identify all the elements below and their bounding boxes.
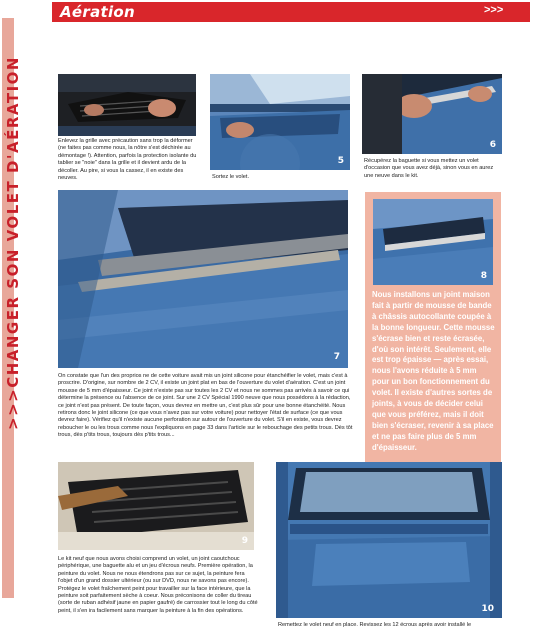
caption-silicone-joint: On constate que l'un des proprios ne de cette voiture avait mis un joint silicone pour étanchéifier le volet, mais c'est à proscrire. D'origine, sur nombre de 2 CV, il existe un joint plat en bas de l'ouverture du volet d'aération. C'est un joint mousse de 5 mm d'épaisseur. Ce joint n'existe pas sur toutes les 2 CV et nous ne sommes pas arrivés à savoir ce qui détermine la présence ou l'absence de ce joint. Sur une 2 CV Spécial 1990 neuve que nous possédons à la rédaction, ce joint n'est pas présent. De toute façon, vous devrez en mettre un, c'est plus sûr pour une bonne étanchéité. Nous retirons donc le joint silicone (ce que vous n'avez pas sur votre voiture) pour nettoyer l'état de surface (ce que vous devrez faire). Vérifiez qu'il n'existe aucune perforation sur autour de l'ouverture du volet. S'il en existe, vous devrez reboucher le ou les trous comme nous l'expliquons en page 33 dans l'article sur le rebouchage des petits trous. Dès tôt trous, dès p'tits trous, toujours dès p'tits trous... [58,373,353,439]
photo-number-10: 10 [481,604,494,614]
photo-silicone-joint [58,190,348,368]
caption-new-kit: Le kit neuf que nous avons choisi comprend un volet, un joint caoutchouc périphérique, une baguette alu et un jeu d'écrous neufs. Première opération, la peinture du volet. Nous ne nous étendrons pas sur ce sujet, la peinture fera l'objet d'un grand dossier ultérieur (ou sur DVD, nous ne savons pas encore). Protégez le volet fraîchement peint pour travailler sur la face intérieure, que la peinture soit parfaitement sèche à coeur. Nous préconisons de coller du tireau (sorte de ruban adhésif jaune en papier gaufré) de carrossier tout le long du côté peint, il s'en ira facilement sans marquer la peinture à la fin des opérations. [58,556,258,614]
photo-number-9: 9 [241,536,248,546]
photo-shutter-refitted [276,462,502,618]
photo-foam-joint [373,199,493,285]
photo-new-shutter [58,462,254,550]
photo-number-8: 8 [480,271,487,281]
photo-number-7: 7 [333,352,340,362]
photo-baguette [362,74,502,154]
side-title [0,30,26,430]
header-arrows: >>> [484,4,504,16]
photo-number-5: 5 [337,156,344,166]
pink-box-text: Nous installons un joint maison fait à partir de mousse de bande à châssis autocollante coupée à la bonne longueur. Cette mousse s'écrase bien et reste écrasée, d'où son intérêt. Seulement, elle est trop épaisse — après essai, nous l'avons réduite à 5 mm pour un bon fonctionnement du volet. Il existe d'autres sortes de joints, à vous de décider celui que vous préférez, mais il doit bien s'écraser, revenir à sa place et ne pas faire plus de 5 mm d'épaisseur. [372,290,495,452]
page-title: Aération [60,3,135,21]
caption-remove-shutter: Sortez le volet. [212,174,249,180]
side-title-text: >>>CHANGER SON VOLET D'AÉRATION [4,56,22,430]
caption-baguette: Récupérez la baguette si vous mettez un volet d'occasion que vous avez déjà, sinon vous en aurez une neuve dans le kit. [364,158,494,179]
photo-remove-shutter [210,74,350,170]
caption-refitted: Remettez le volet neuf en place. Revissez les 12 écrous après avoir installé le [278,622,472,628]
caption-grille: Enlevez la grille avec précaution sans trop la déformer (ne faites pas comme nous, la nôtre s'est déchirée au démontage !). Attention, parfois la protection isolante du tablier se "noie" dans la grille et il devient ardu de la décoller. Au pire, si vous la cassez, il en existe des neuves. [58,138,197,182]
photo-grille-removal [58,74,196,136]
photo-number-6: 6 [489,140,496,150]
